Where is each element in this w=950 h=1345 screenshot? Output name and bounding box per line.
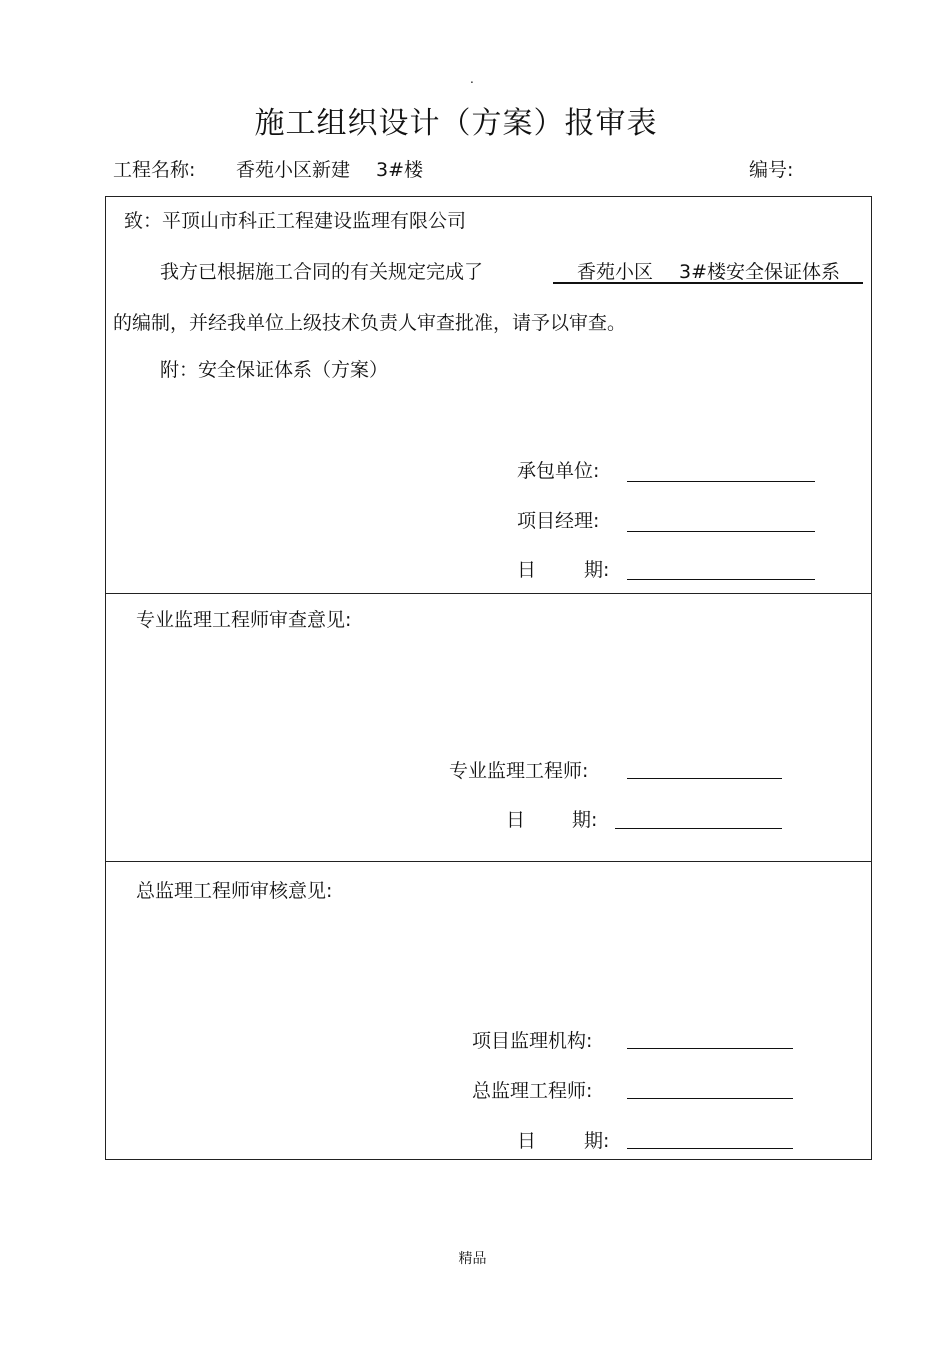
review-form-table xyxy=(105,196,872,1160)
contractor-signature-line[interactable] xyxy=(627,481,815,482)
addressee: 致：平顶山市科正工程建设监理有限公司 xyxy=(124,210,467,232)
supervision-org-signature-line[interactable] xyxy=(627,1048,793,1049)
statement-end: 的编制，并经我单位上级技术负责人审查批准，请予以审查。 xyxy=(113,312,627,334)
chief-engineer-label: 总监理工程师: xyxy=(472,1080,593,1102)
project-manager-signature-line[interactable] xyxy=(627,531,815,532)
project-manager-label: 项目经理: xyxy=(517,510,600,532)
date-line-2[interactable] xyxy=(615,828,782,829)
date-line-1[interactable] xyxy=(627,579,815,580)
chief-engineer-signature-line[interactable] xyxy=(627,1098,793,1099)
filled-field-underline xyxy=(553,282,863,284)
date-label-char-2: 期: xyxy=(572,809,598,831)
date-label-char-1: 日 xyxy=(517,1130,537,1152)
date-label-char-1: 日 xyxy=(506,809,526,831)
date-label-char-2: 期: xyxy=(584,559,610,581)
date-label-char-2: 期: xyxy=(584,1130,610,1152)
specialist-review-heading: 专业监理工程师审查意见: xyxy=(136,609,352,631)
section-divider-2 xyxy=(105,861,872,862)
project-name-value: 香苑小区新建 xyxy=(236,159,351,181)
page-title: 施工组织设计（方案）报审表 xyxy=(254,106,658,141)
date-label-char-1: 日 xyxy=(517,559,537,581)
specialist-engineer-label: 专业监理工程师: xyxy=(449,760,589,782)
page-footer: 精品 xyxy=(458,1251,487,1267)
date-line-3[interactable] xyxy=(627,1148,793,1149)
contractor-label: 承包单位: xyxy=(517,460,600,482)
supervision-org-label: 项目监理机构: xyxy=(472,1030,593,1052)
statement-start: 我方已根据施工合同的有关规定完成了 xyxy=(160,261,484,283)
project-name-label: 工程名称: xyxy=(113,159,196,181)
attachment-line: 附：安全保证体系（方案） xyxy=(160,359,389,381)
project-building: 3#楼 xyxy=(376,159,424,181)
filled-document-name: 3#楼安全保证体系 xyxy=(679,261,841,283)
header-mark: . xyxy=(470,72,474,86)
serial-number-label: 编号: xyxy=(749,159,794,181)
filled-project-name: 香苑小区 xyxy=(577,261,654,283)
section-divider-1 xyxy=(105,593,872,594)
chief-review-heading: 总监理工程师审核意见: xyxy=(136,880,333,902)
specialist-engineer-signature-line[interactable] xyxy=(627,778,782,779)
